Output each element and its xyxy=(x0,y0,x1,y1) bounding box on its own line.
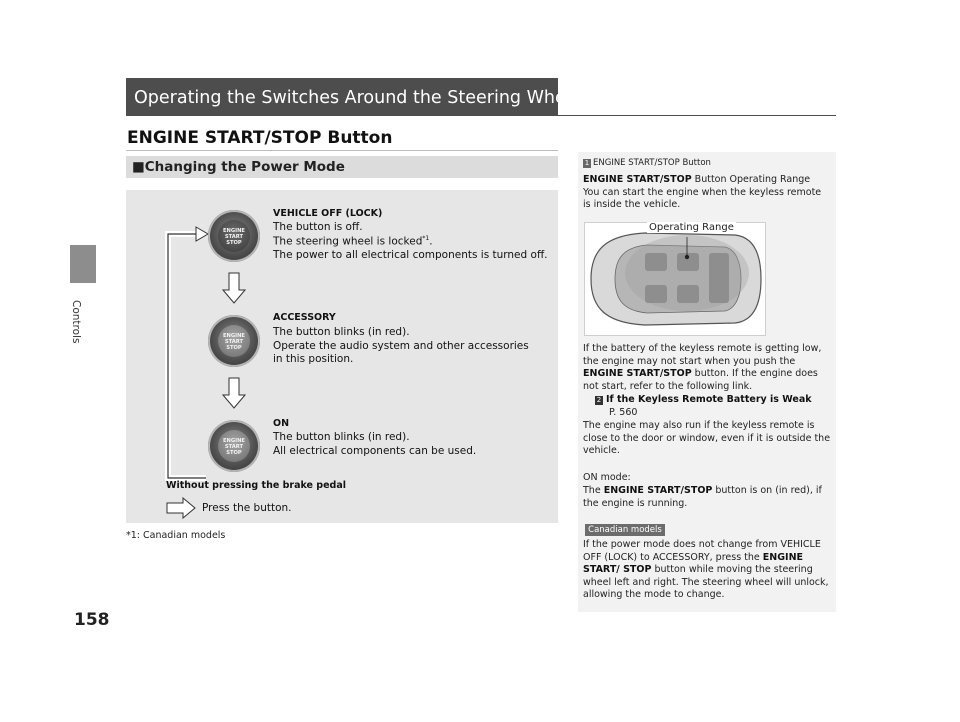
sidebar-label: Controls xyxy=(70,300,82,344)
canadian-note: If the power mode does not change from VEHICLE OFF (LOCK) to ACCESSORY, press the ENGINE START/ STOP button while moving the steering wheel left and right. The steering wheel will unlock, allowing the mode to change. xyxy=(583,539,829,600)
down-arrow-icon xyxy=(222,272,246,304)
on-mode-label: ON mode: xyxy=(583,472,631,483)
section-title: ENGINE START/STOP Button xyxy=(127,128,393,148)
operating-range-illustration xyxy=(584,222,766,336)
state-line: in this position. xyxy=(273,353,354,365)
state-title-accessory: ACCESSORY xyxy=(273,312,336,323)
engine-start-button-off: ENGINE START STOP xyxy=(208,210,260,262)
engine-start-button-on: ENGINE START STOP xyxy=(208,420,260,472)
page-title: Operating the Switches Around the Steering Wheel xyxy=(134,88,582,108)
press-label: Press the button. xyxy=(202,502,292,514)
title-rule xyxy=(126,115,836,116)
down-arrow-icon xyxy=(222,377,246,409)
subsection-title: ■Changing the Power Mode xyxy=(132,159,345,175)
battery-link[interactable]: 2 If the Keyless Remote Battery is Weak xyxy=(596,394,812,405)
state-title-vehicle-off: VEHICLE OFF (LOCK) xyxy=(273,208,383,219)
engine-start-button-accessory: ENGINE START STOP xyxy=(208,315,260,367)
section-rule xyxy=(126,150,558,151)
link-arrow-icon: 2 xyxy=(596,396,602,404)
state-line: The button blinks (in red). xyxy=(273,326,410,338)
range-note: ENGINE START/STOP Button Operating Range You can start the engine when the keyless remote is inside the vehicle. xyxy=(583,174,822,210)
note-marker-icon: 1 xyxy=(584,159,590,167)
state-line: The power to all electrical components is turned off. xyxy=(273,249,548,261)
battery-link-page[interactable]: P. 560 xyxy=(609,407,638,418)
proximity-note: The engine may also run if the keyless remote is close to the door or window, even if it is outside the vehicle. xyxy=(583,420,831,456)
state-line: The steering wheel is locked$^{*1}$. xyxy=(273,235,433,248)
state-line: Operate the audio system and other accessories xyxy=(273,340,529,352)
car-top-view-icon xyxy=(585,223,765,335)
on-mode-note: The ENGINE START/STOP button is on (in red), if the engine is running. xyxy=(583,485,822,509)
battery-note: If the battery of the keyless remote is getting low, the engine may not start when you push the ENGINE START/STOP button. If the engine does not start, refer to the following link. xyxy=(583,343,822,392)
sidebar-tab-marker xyxy=(70,245,96,283)
canadian-models-badge: Canadian models xyxy=(585,524,665,536)
operating-range-label: Operating Range xyxy=(649,222,734,233)
page-number: 158 xyxy=(74,610,110,630)
state-line: The button is off. xyxy=(273,221,363,233)
cycle-arrow xyxy=(160,222,210,482)
state-title-on: ON xyxy=(273,418,290,429)
brake-label: Without pressing the brake pedal xyxy=(166,480,347,491)
footnote-ref: *1 xyxy=(422,235,430,242)
right-arrow-icon xyxy=(166,497,196,519)
state-line: The button blinks (in red). xyxy=(273,431,410,443)
state-line: All electrical components can be used. xyxy=(273,445,477,457)
side-note-heading: 1 ENGINE START/STOP Button xyxy=(584,158,711,168)
footnote: *1: Canadian models xyxy=(126,530,226,541)
